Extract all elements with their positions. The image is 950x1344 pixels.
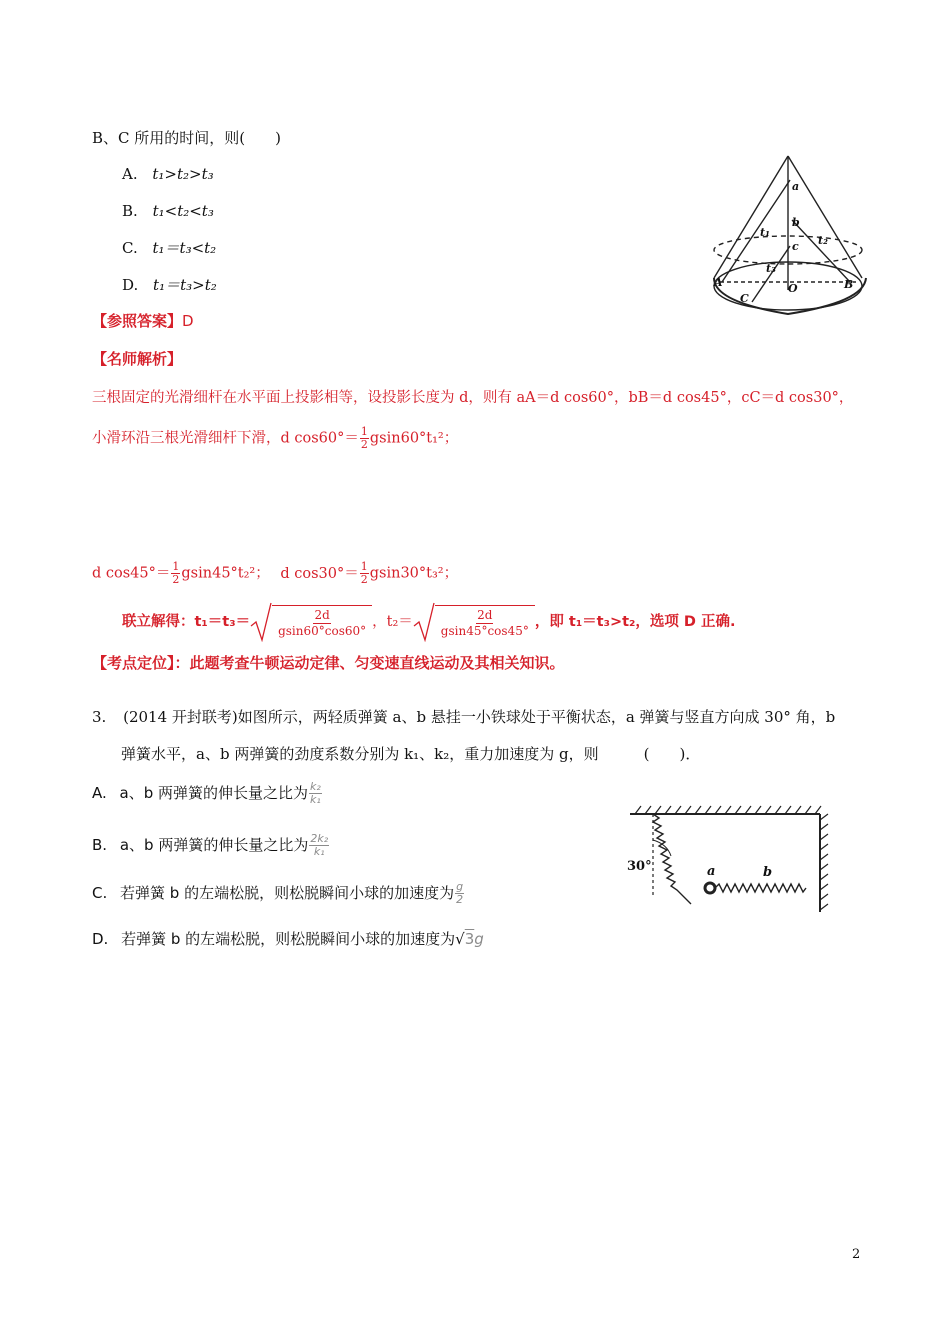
fraction-half	[171, 561, 180, 586]
label-t1: t₁	[760, 226, 770, 239]
solve-prefix: 联立解得：t₁＝t₃＝	[122, 614, 251, 630]
sqrt-value: 3	[464, 930, 475, 948]
rad-num: 2d	[477, 608, 493, 622]
frac-num: k₂	[310, 780, 321, 793]
rad-den: gsin45°cos45°	[440, 624, 529, 638]
answer-tag: 【参照答案】	[92, 312, 183, 330]
frac-den: 2	[360, 438, 368, 451]
option-text: 若弹簧 b 的左端松脱，则松脱瞬间小球的加速度为	[121, 930, 456, 948]
frac-num: 1	[360, 560, 368, 573]
frac-den: 2	[456, 893, 464, 906]
eq3-right: gsin30°t₃²；	[369, 565, 459, 582]
label-angle: 30°	[627, 859, 652, 874]
option-label: C.	[92, 884, 108, 902]
q2-option-b	[122, 201, 214, 221]
option-text: 若弹簧 b 的左端松脱，则松脱瞬间小球的加速度为	[120, 884, 455, 902]
frac-num: g	[456, 880, 464, 893]
option-label: B.	[92, 836, 108, 854]
eq2-right: gsin45°t₂²；	[181, 565, 270, 582]
option-text: a、b 两弹簧的伸长量之比为	[119, 836, 309, 854]
page-number: 2	[852, 1247, 861, 1262]
eq1-right: gsin60°t₁²；	[369, 430, 459, 447]
rad-num: 2d	[314, 608, 330, 622]
q3-option-b	[92, 833, 330, 858]
spring-figure	[625, 800, 830, 915]
option-text: t₁＝t₃>t₂	[153, 276, 217, 294]
option-text: t₁＝t₃<t₂	[152, 239, 217, 257]
frac-den: k₁	[310, 793, 321, 806]
label-t2: t₂	[818, 234, 828, 247]
q2-equations-line	[92, 561, 458, 586]
frac-num: 1	[360, 425, 368, 438]
option-label: D.	[92, 930, 109, 948]
q3-stem-line1	[92, 707, 835, 727]
label-spring-a: a	[707, 864, 716, 879]
q3-stem-text1: (2014 开封联考)如图所示，两轻质弹簧 a、b 悬挂一小铁球处于平衡状态，a 弹簧与竖直方向成 30° 角，b	[123, 708, 836, 726]
frac-den: k₁	[313, 845, 325, 858]
option-text: a、b 两弹簧的伸长量之比为	[119, 784, 309, 802]
q2-analysis-tag: 【名师解析】	[92, 350, 183, 368]
q2-option-d	[122, 275, 217, 295]
q3-stem-line2: 弹簧水平，a、b 两弹簧的劲度系数分别为 k₁、k₂，重力加速度为 g，则 ( )．	[121, 745, 701, 763]
eq1-left: 小滑环沿三根光滑细杆下滑，d cos60°＝	[92, 430, 359, 447]
label-O: O	[788, 282, 798, 295]
solve-suffix: ，即 t₁＝t₃>t₂，选项 D 正确.	[534, 614, 736, 630]
q2-option-c	[122, 238, 216, 258]
q2-analysis-line2	[92, 426, 458, 451]
label-a: a	[792, 180, 800, 193]
cone-figure	[700, 150, 890, 320]
option-label: A.	[92, 784, 107, 802]
rad-den: gsin60°cos60°	[278, 624, 367, 638]
sqrt-expression-1	[250, 602, 372, 642]
label-C: C	[740, 292, 749, 305]
option-label: C.	[122, 239, 138, 257]
q2-solution-line	[122, 602, 736, 642]
frac-num: 2k₂	[310, 832, 329, 845]
option-text: t₁<t₂<t₃	[152, 202, 214, 220]
option-label: D.	[122, 276, 139, 294]
label-c: c	[792, 240, 799, 253]
q2-stem-tail: B、C 所用的时间，则( )	[92, 129, 281, 147]
answer-value: D	[182, 312, 194, 330]
q3-option-d: D. 若弹簧 b 的左端松脱，则松脱瞬间小球的加速度为√3g	[92, 930, 484, 948]
eq3-left: d cos30°＝	[280, 565, 359, 582]
q2-option-a	[122, 164, 214, 184]
option-fraction	[309, 781, 322, 806]
frac-num: 1	[172, 560, 180, 573]
q2-analysis-line1: 三根固定的光滑细杆在水平面上投影相等，设投影长度为 d，则有 aA＝d cos60°，bB＝d cos45°，cC＝d cos30°，	[92, 390, 854, 406]
label-t3: t₃	[766, 262, 776, 275]
option-tail: g	[474, 930, 484, 948]
option-fraction	[309, 833, 329, 858]
fraction-half	[360, 426, 369, 451]
q3-number: 3.	[92, 708, 107, 726]
q2-keypoint: 【考点定位】：此题考查牛顿运动定律、匀变速直线运动及其相关知识。	[92, 654, 565, 672]
option-label: B.	[122, 202, 138, 220]
option-text: t₁>t₂>t₃	[152, 165, 214, 183]
option-label: A.	[122, 165, 138, 183]
q3-option-a	[92, 781, 323, 806]
fraction-half	[360, 561, 369, 586]
q3-option-c	[92, 881, 465, 906]
frac-den: 2	[172, 573, 180, 586]
solve-mid: ，t₂＝	[372, 614, 413, 630]
label-b: b	[792, 216, 800, 229]
label-B: B	[844, 278, 854, 291]
sqrt-expression-2	[413, 602, 535, 642]
q2-answer	[92, 311, 194, 331]
frac-den: 2	[360, 573, 368, 586]
option-fraction	[455, 881, 464, 906]
eq2-left: d cos45°＝	[92, 565, 171, 582]
label-A: A	[714, 276, 723, 289]
label-spring-b: b	[763, 865, 773, 880]
